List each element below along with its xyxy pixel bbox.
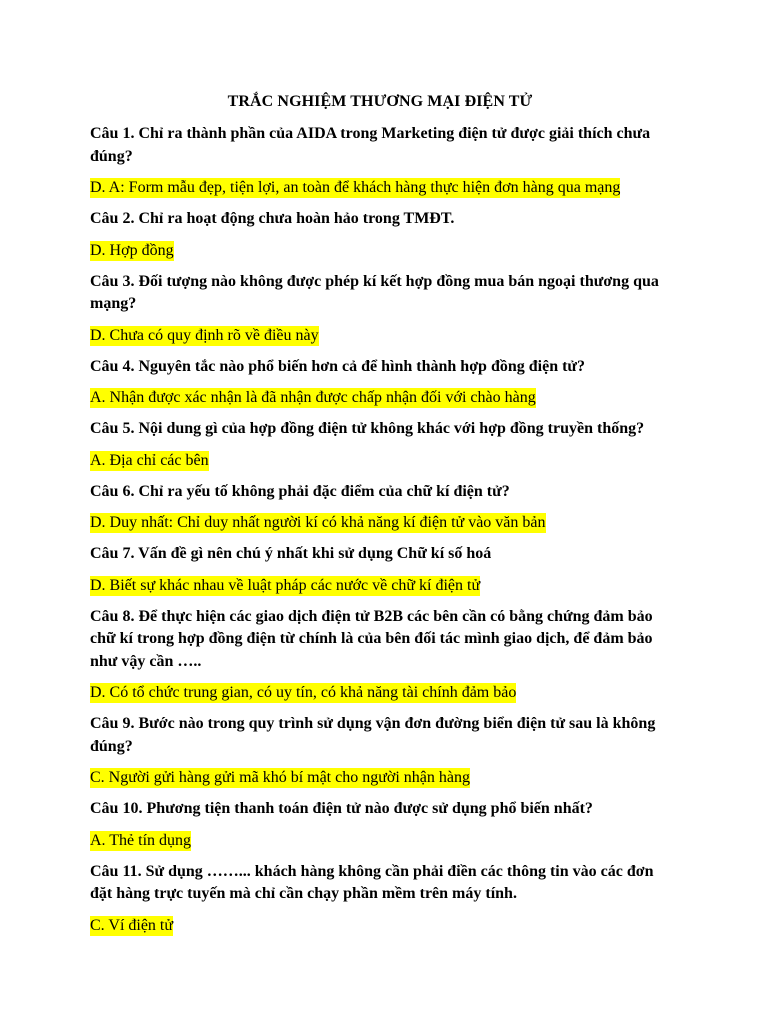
answer-text [90,240,670,262]
question-text: Câu 11. Sử dụng ……... khách hàng không cần phải điền các thông tin vào các đơn đặt hàng trực tuyến mà chỉ cần chạy phần mềm trên máy tính. [90,862,654,902]
question-text: Câu 5. Nội dung gì của hợp đồng điện tử không khác với hợp đồng truyền thống? [90,420,645,437]
highlighted-answer: D. Có tổ chức trung gian, có uy tín, có khả năng tài chính đảm bảo [90,684,517,701]
highlighted-answer: A. Nhận được xác nhận là đã nhận được chấp nhận đối với chào hàng [90,389,536,406]
question-block-2 [90,208,670,262]
document-title: TRẮC NGHIỆM THƯƠNG MẠI ĐIỆN TỬ [227,93,533,110]
question-block-4 [90,356,670,410]
answer-text [90,767,670,789]
answer-text [90,450,670,472]
highlighted-answer: A. Thẻ tín dụng [90,831,192,849]
question-text: Câu 8. Để thực hiện các giao dịch điện tử B2B các bên cần có bằng chứng đảm bảo chữ kí trong hợp đồng điện từ chính là của bên đối tác mình giao dịch, để đảm bảo như vậy cần ….. [90,607,653,670]
question-block-7 [90,543,670,597]
question-block-8 [90,606,670,705]
question-block-3 [90,271,670,347]
highlighted-answer: A. Địa chỉ các bên [90,451,209,469]
answer-text [90,830,670,852]
question-text: Câu 6. Chỉ ra yếu tố không phải đặc điểm của chữ kí điện tử? [90,482,510,500]
answer-text [90,575,670,597]
answer-text [90,682,670,704]
question-text: Câu 10. Phương tiện thanh toán điện tử nào được sử dụng phổ biến nhất? [90,800,593,817]
question-block-1 [90,123,670,199]
highlighted-answer: C. Ví điện tử [90,916,174,934]
answer-text [90,387,670,409]
highlighted-answer: D. Chưa có quy định rõ về điều này [90,326,319,344]
question-text: Câu 3. Đối tượng nào không được phép kí kết hợp đồng mua bán ngoại thương qua mạng? [90,272,659,312]
question-text: Câu 1. Chỉ ra thành phần của AIDA trong Marketing điện tử được giải thích chưa đúng? [90,125,651,165]
answer-text [90,325,670,347]
question-block-10 [90,798,670,852]
highlighted-answer: D. Duy nhất: Chỉ duy nhất người kí có khả năng kí điện tử vào văn bản [90,514,546,531]
highlighted-answer: D. Hợp đồng [90,241,174,259]
highlighted-answer: D. A: Form mẫu đẹp, tiện lợi, an toàn để khách hàng thực hiện đơn hàng qua mạng [90,179,621,196]
question-text: Câu 7. Vấn đề gì nên chú ý nhất khi sử dụng Chữ kí số hoá [90,545,492,562]
question-block-6 [90,481,670,535]
question-text: Câu 2. Chỉ ra hoạt động chưa hoàn hảo trong TMĐT. [90,210,455,227]
question-text: Câu 4. Nguyên tắc nào phổ biến hơn cả để hình thành hợp đồng điện tử? [90,357,586,375]
answer-text [90,915,670,937]
question-block-5 [90,418,670,472]
answer-text [90,177,670,199]
question-block-11 [90,861,670,937]
question-block-9 [90,713,670,789]
answer-text [90,512,670,534]
highlighted-answer: D. Biết sự khác nhau về luật pháp các nước về chữ kí điện tử [90,576,481,594]
highlighted-answer: C. Người gửi hàng gửi mã khó bí mật cho người nhận hàng [90,769,471,786]
question-text: Câu 9. Bước nào trong quy trình sử dụng vận đơn đường biển điện tử sau là không đúng? [90,715,656,755]
